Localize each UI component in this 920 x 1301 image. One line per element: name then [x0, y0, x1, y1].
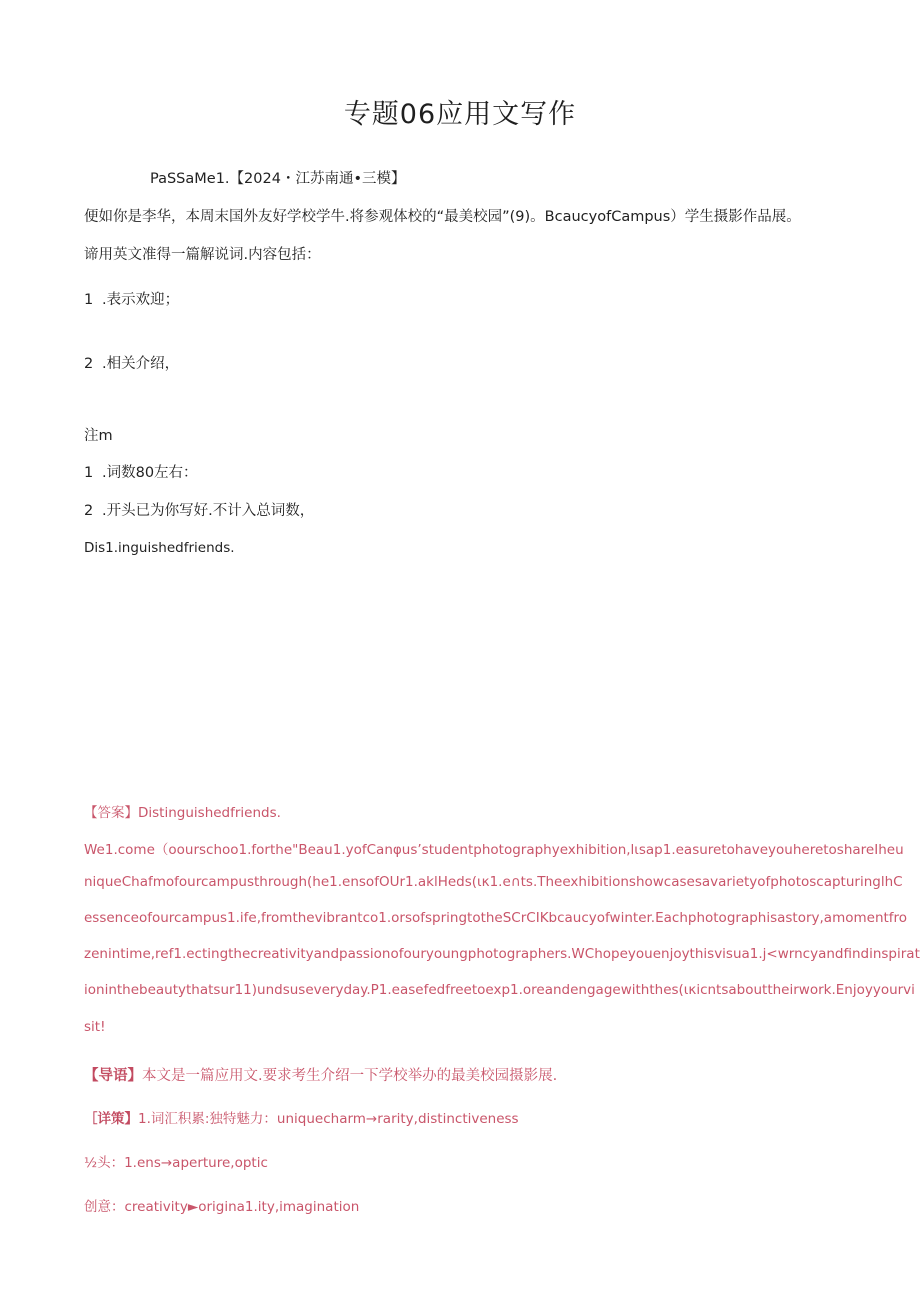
answer-label: 【答案】 — [84, 805, 138, 821]
guide-label: 【导语】 — [84, 1068, 142, 1084]
requirement-number: 1 — [84, 292, 94, 308]
answer-header — [84, 801, 836, 821]
vocab-item — [84, 1151, 836, 1171]
question-source: PaSSaMe1.【2024・江苏南通•三模】 — [150, 171, 406, 187]
note-text: .词数80左右： — [102, 465, 198, 481]
vocab-item — [84, 1195, 836, 1215]
note-item — [84, 461, 198, 482]
question-prompt-line-1: 便如你是李华，本周末国外友好学校学牛.将参观体校的“最美校园”(9)。BcaucyofCampus）学生摄影作品展。 — [84, 209, 801, 225]
answer-line: niqueChafmofourcampusthrough(he1.ensofOUr1.aklHeds(ικ1.e∩ts.TheexhibitionshowcasesavarietyofphotoscapturinglhC — [84, 874, 903, 890]
note-number: 1 — [84, 465, 94, 481]
requirement-item — [84, 352, 179, 373]
question-prompt-line-2: 谛用英文准得一篇解说词.内容包括： — [84, 247, 321, 263]
guide-section — [84, 1064, 836, 1085]
detail-label: ［详策】 — [84, 1111, 138, 1127]
guide-text: 本文是一篇应用文.要求考生介绍一下学校举办的最美校园摄影展. — [142, 1068, 558, 1084]
vocab-text: creativity►origina1.ity,imagination — [124, 1199, 360, 1215]
answer-line: ioninthebeautythatsur11)undsuseveryday.P1.easefedfreetoexp1.oreandengagewiththes(ικicntsabouttheirwork.Enjoyyourvi — [84, 982, 915, 998]
vocab-label: ½头： — [84, 1155, 125, 1171]
answer-line: sit! — [84, 1019, 106, 1035]
answer-line: zenintime,ref1.ectingthecreativityandpassionofouryoungphotographers.WChopeyouenjoythisvisua1.j<wrncyandfindinspirat — [84, 946, 920, 962]
essay-opening: Dis1.inguishedfriends. — [84, 540, 235, 556]
requirement-number: 2 — [84, 356, 94, 372]
note-text: .开头已为你写好.不计入总词数， — [102, 503, 315, 519]
detail-text: 1.词汇积累:独特魅力：uniquecharm→rarity,distinctiveness — [138, 1111, 519, 1127]
answer-greeting: Distinguishedfriends. — [138, 805, 281, 821]
answer-line: essenceofourcampus1.ife,fromthevibrantco1.orsofspringtotheSCrCIKbcaucyofwinter.Eachphotographisastory,amomentfro — [84, 910, 908, 926]
requirement-text: .相关介绍， — [102, 356, 180, 372]
detail-section — [84, 1107, 836, 1127]
answer-line: We1.come（oourschoo1.forthe"Beau1.yofCanφus’studentphotographyexhibition,lιsap1.easuretohaveyouheretoshareIheu — [84, 842, 904, 858]
note-number: 2 — [84, 503, 94, 519]
vocab-label: 创意： — [84, 1199, 125, 1215]
requirement-item — [84, 288, 179, 309]
vocab-text: 1.ens→aperture,optic — [124, 1155, 268, 1171]
note-label: 注m — [84, 428, 113, 444]
requirement-text: .表示欢迎； — [102, 292, 180, 308]
note-item — [84, 499, 314, 520]
page-title: 专题06应用文写作 — [343, 99, 577, 130]
